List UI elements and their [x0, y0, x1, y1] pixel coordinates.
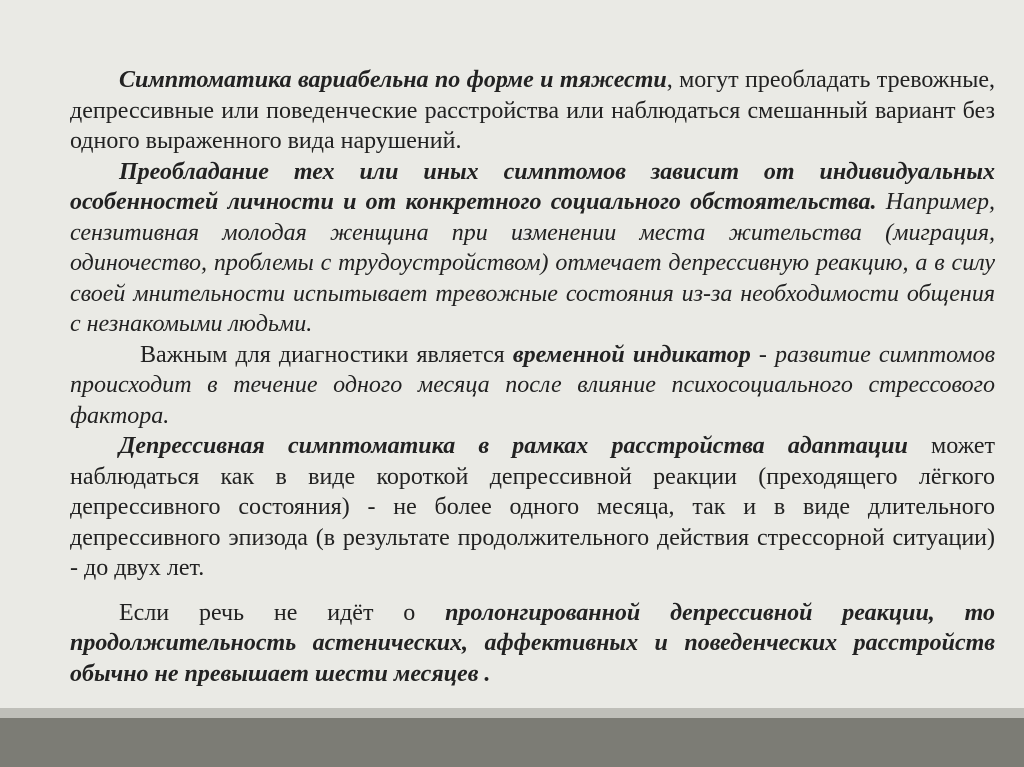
emphasis-text: Депрессивная симптоматика в рамках расстройства адаптации	[119, 433, 908, 459]
body-text: , могут преобладать тревожные, депрессивные или поведенческие расстройства или наблюдаться смешанный вариант без одного выраженного вида нарушений.	[70, 67, 995, 154]
italic-text: - развитие симптомов происходит в течение одного месяца после влияние психосоциального стрессового фактора.	[70, 341, 995, 429]
emphasis-text: пролонгированной депрессивной реакции, то продолжительность астенических, аффективных и поведенческих расстройств обычно не превышает шести месяцев .	[70, 599, 995, 687]
body-text: Важным для диагностики является	[140, 341, 513, 368]
paragraph-symptom-variability	[70, 65, 995, 157]
footer-bar	[0, 718, 1024, 767]
paragraph-depressive-symptoms	[70, 431, 995, 584]
paragraph-symptom-predominance	[70, 157, 995, 340]
emphasis-text: Симптоматика вариабельна по форме и тяжести	[119, 67, 667, 93]
footer-divider	[0, 708, 1024, 718]
paragraph-time-indicator	[70, 340, 995, 432]
example-text: Например, сензитивная молодая женщина при изменении места жительства (миграция, одиночество, проблемы с трудоустройством) отмечает депрессивную реакцию, а в силу своей мнительности испытывает тревожные состояния из-за необходимости общения с незнакомыми людьми.	[70, 189, 995, 337]
body-text: Если речь не идёт о	[119, 599, 446, 626]
emphasis-text: временной индикатор	[512, 341, 751, 368]
body-text: может наблюдаться как в виде короткой депрессивной реакции (преходящего лёгкого депрессивного состояния) - не более одного месяца, так и в виде длительного депрессивного эпизода (в результате продолжительного действия стрессорной ситуации) - до двух лет.	[70, 433, 996, 581]
paragraph-prolonged-reaction	[70, 598, 995, 690]
slide-text-block	[70, 65, 995, 689]
emphasis-text: Преобладание тех или иных симптомов зависит от индивидуальных особенностей личности и от конкретного социального обстоятельства.	[70, 158, 995, 215]
